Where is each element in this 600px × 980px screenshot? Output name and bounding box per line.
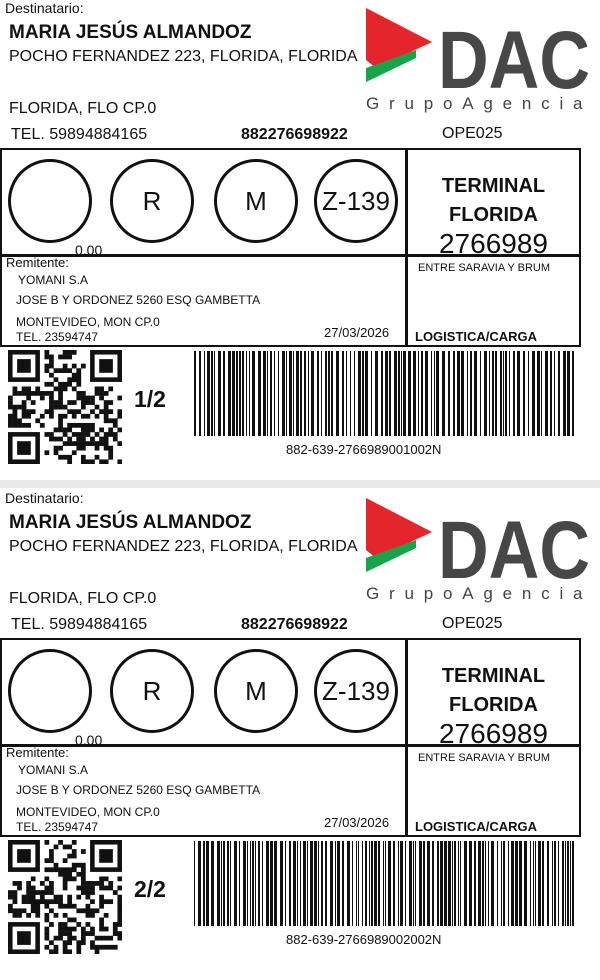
sender-phone: TEL. 23594747 [16, 330, 99, 344]
barcode [192, 841, 576, 926]
sender-caption: Remitente: [6, 745, 69, 760]
recipient-city: FLORIDA, FLO CP.0 [9, 100, 157, 117]
routing-circle-zone: Z-139 [314, 649, 398, 733]
terminal-name [408, 662, 579, 720]
recipient-address: POCHO FERNANDEZ 223, FLORIDA, FLORIDA [9, 48, 358, 65]
routing-circle-zone: Z-139 [314, 159, 398, 243]
terminal-line2: FLORIDA [449, 694, 538, 716]
operator-code: OPE025 [442, 125, 503, 142]
operator-code: OPE025 [442, 615, 503, 632]
sender-caption: Remitente: [6, 255, 69, 270]
logo-subtitle: GrupoAgencia [366, 94, 593, 113]
recipient-name: MARIA JESÚS ALMANDOZ [9, 512, 252, 533]
routing-circle-r: R [110, 159, 194, 243]
logo-subtitle: GrupoAgencia [366, 584, 593, 603]
terminal-code: 2766989 [438, 718, 548, 749]
service-type: LOGISTICA/CARGA [415, 329, 538, 344]
barcode [192, 351, 576, 436]
routing-circle-r: R [110, 649, 194, 733]
package-count: 2/2 [134, 876, 166, 902]
logo-text: DAC [438, 505, 590, 596]
barcode-number: 882-639-2766989002002N [286, 932, 442, 947]
sender-city: MONTEVIDEO, MON CP.0 [16, 315, 160, 329]
amount: 0.00 [75, 732, 103, 748]
amount: 0.00 [75, 242, 103, 258]
sender-phone: TEL. 23594747 [16, 820, 99, 834]
shipping-label-1 [0, 0, 600, 480]
shipping-label-2 [0, 490, 600, 970]
terminal-line1: TERMINAL [441, 665, 546, 687]
sender-city: MONTEVIDEO, MON CP.0 [16, 805, 160, 819]
terminal-code: 2766989 [438, 228, 548, 259]
ship-date: 27/03/2026 [324, 815, 390, 830]
tracking-number: 882276698922 [241, 616, 348, 633]
terminal-name [408, 172, 579, 230]
terminal-box [406, 148, 581, 259]
sender-address: JOSE B Y ORDONEZ 5260 ESQ GAMBETTA [16, 293, 261, 307]
routing-circle-m: M [214, 159, 298, 243]
routing-circles-box [0, 148, 407, 256]
recipient-phone: TEL. 59894884165 [11, 616, 148, 633]
qr-code [8, 350, 122, 464]
sender-name: YOMANI S.A [18, 273, 89, 287]
label-separator [0, 480, 600, 488]
package-count: 1/2 [134, 386, 166, 412]
qr-code [8, 840, 122, 954]
recipient-phone: TEL. 59894884165 [11, 126, 148, 143]
tracking-number: 882276698922 [241, 126, 348, 143]
routing-circle-empty [8, 159, 92, 243]
service-type: LOGISTICA/CARGA [415, 819, 538, 834]
address-reference: ENTRE SARAVIA Y BRUM [418, 262, 551, 274]
ship-date: 27/03/2026 [324, 325, 390, 340]
sender-box [0, 745, 407, 837]
recipient-city: FLORIDA, FLO CP.0 [9, 590, 157, 607]
recipient-caption: Destinatario: [5, 0, 84, 16]
routing-circles-box [0, 638, 407, 746]
logo-text: DAC [438, 15, 590, 106]
recipient-name: MARIA JESÚS ALMANDOZ [9, 22, 252, 43]
terminal-box [406, 638, 581, 749]
barcode-number: 882-639-2766989001002N [286, 442, 442, 457]
reference-box [406, 745, 581, 837]
sender-name: YOMANI S.A [18, 763, 89, 777]
reference-box [406, 255, 581, 347]
routing-circle-m: M [214, 649, 298, 733]
recipient-caption: Destinatario: [5, 490, 84, 506]
address-reference: ENTRE SARAVIA Y BRUM [418, 752, 551, 764]
routing-circle-empty [8, 649, 92, 733]
sender-address: JOSE B Y ORDONEZ 5260 ESQ GAMBETTA [16, 783, 261, 797]
terminal-line1: TERMINAL [441, 175, 546, 197]
terminal-line2: FLORIDA [449, 204, 538, 226]
recipient-address: POCHO FERNANDEZ 223, FLORIDA, FLORIDA [9, 538, 358, 555]
sender-box [0, 255, 407, 347]
